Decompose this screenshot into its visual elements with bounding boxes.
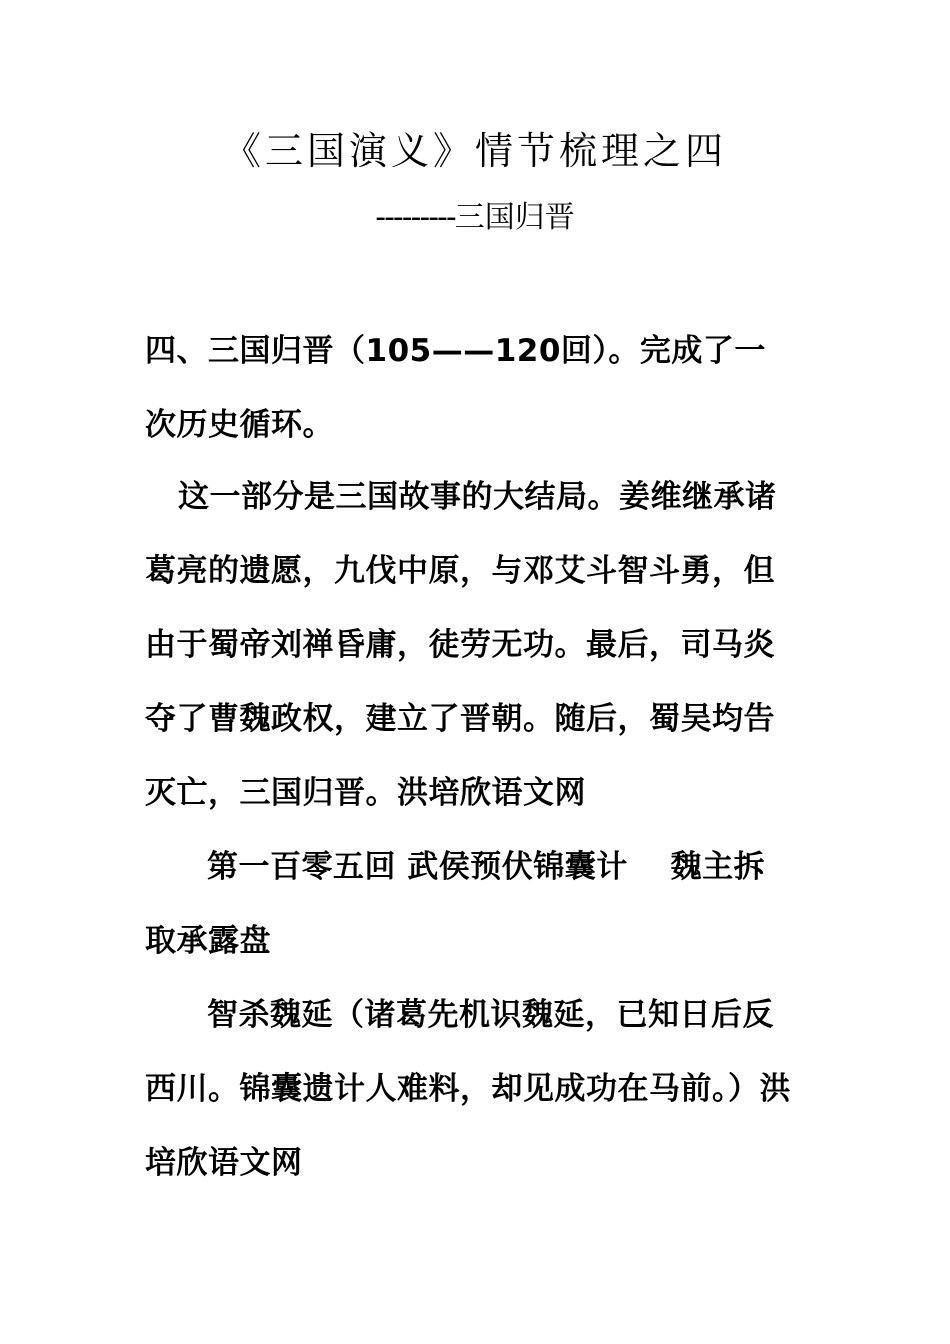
document-title: 《三国演义》情节梳理之四: [222, 129, 727, 173]
document-subtitle: [0, 198, 950, 238]
subtitle-text: 三国归晋: [454, 200, 575, 235]
subtitle-dashes: ---------: [375, 200, 455, 235]
paragraph-chapter-title: 第一百零五回 武侯预伏锦囊计 魏主拆取承露盘: [145, 849, 766, 959]
paragraph-chapter-plot: 智杀魏延（诸葛先机识魏延，已知日后反西川。锦囊遗计人难料，却见成功在马前。）洪培欣语文网: [145, 997, 791, 1181]
paragraph-section-heading: 四、三国归晋（105——120回）。完成了一次历史循环。: [145, 333, 766, 443]
paragraph-summary: 这一部分是三国故事的大结局。姜维继承诸葛亮的遗愿，九伐中原，与邓艾斗智斗勇，但由于蜀帝刘禅昏庸，徒劳无功。最后，司马炎夺了曹魏政权，建立了晋朝。随后，蜀吴均告灭亡，三国归晋。洪培欣语文网: [145, 479, 777, 811]
